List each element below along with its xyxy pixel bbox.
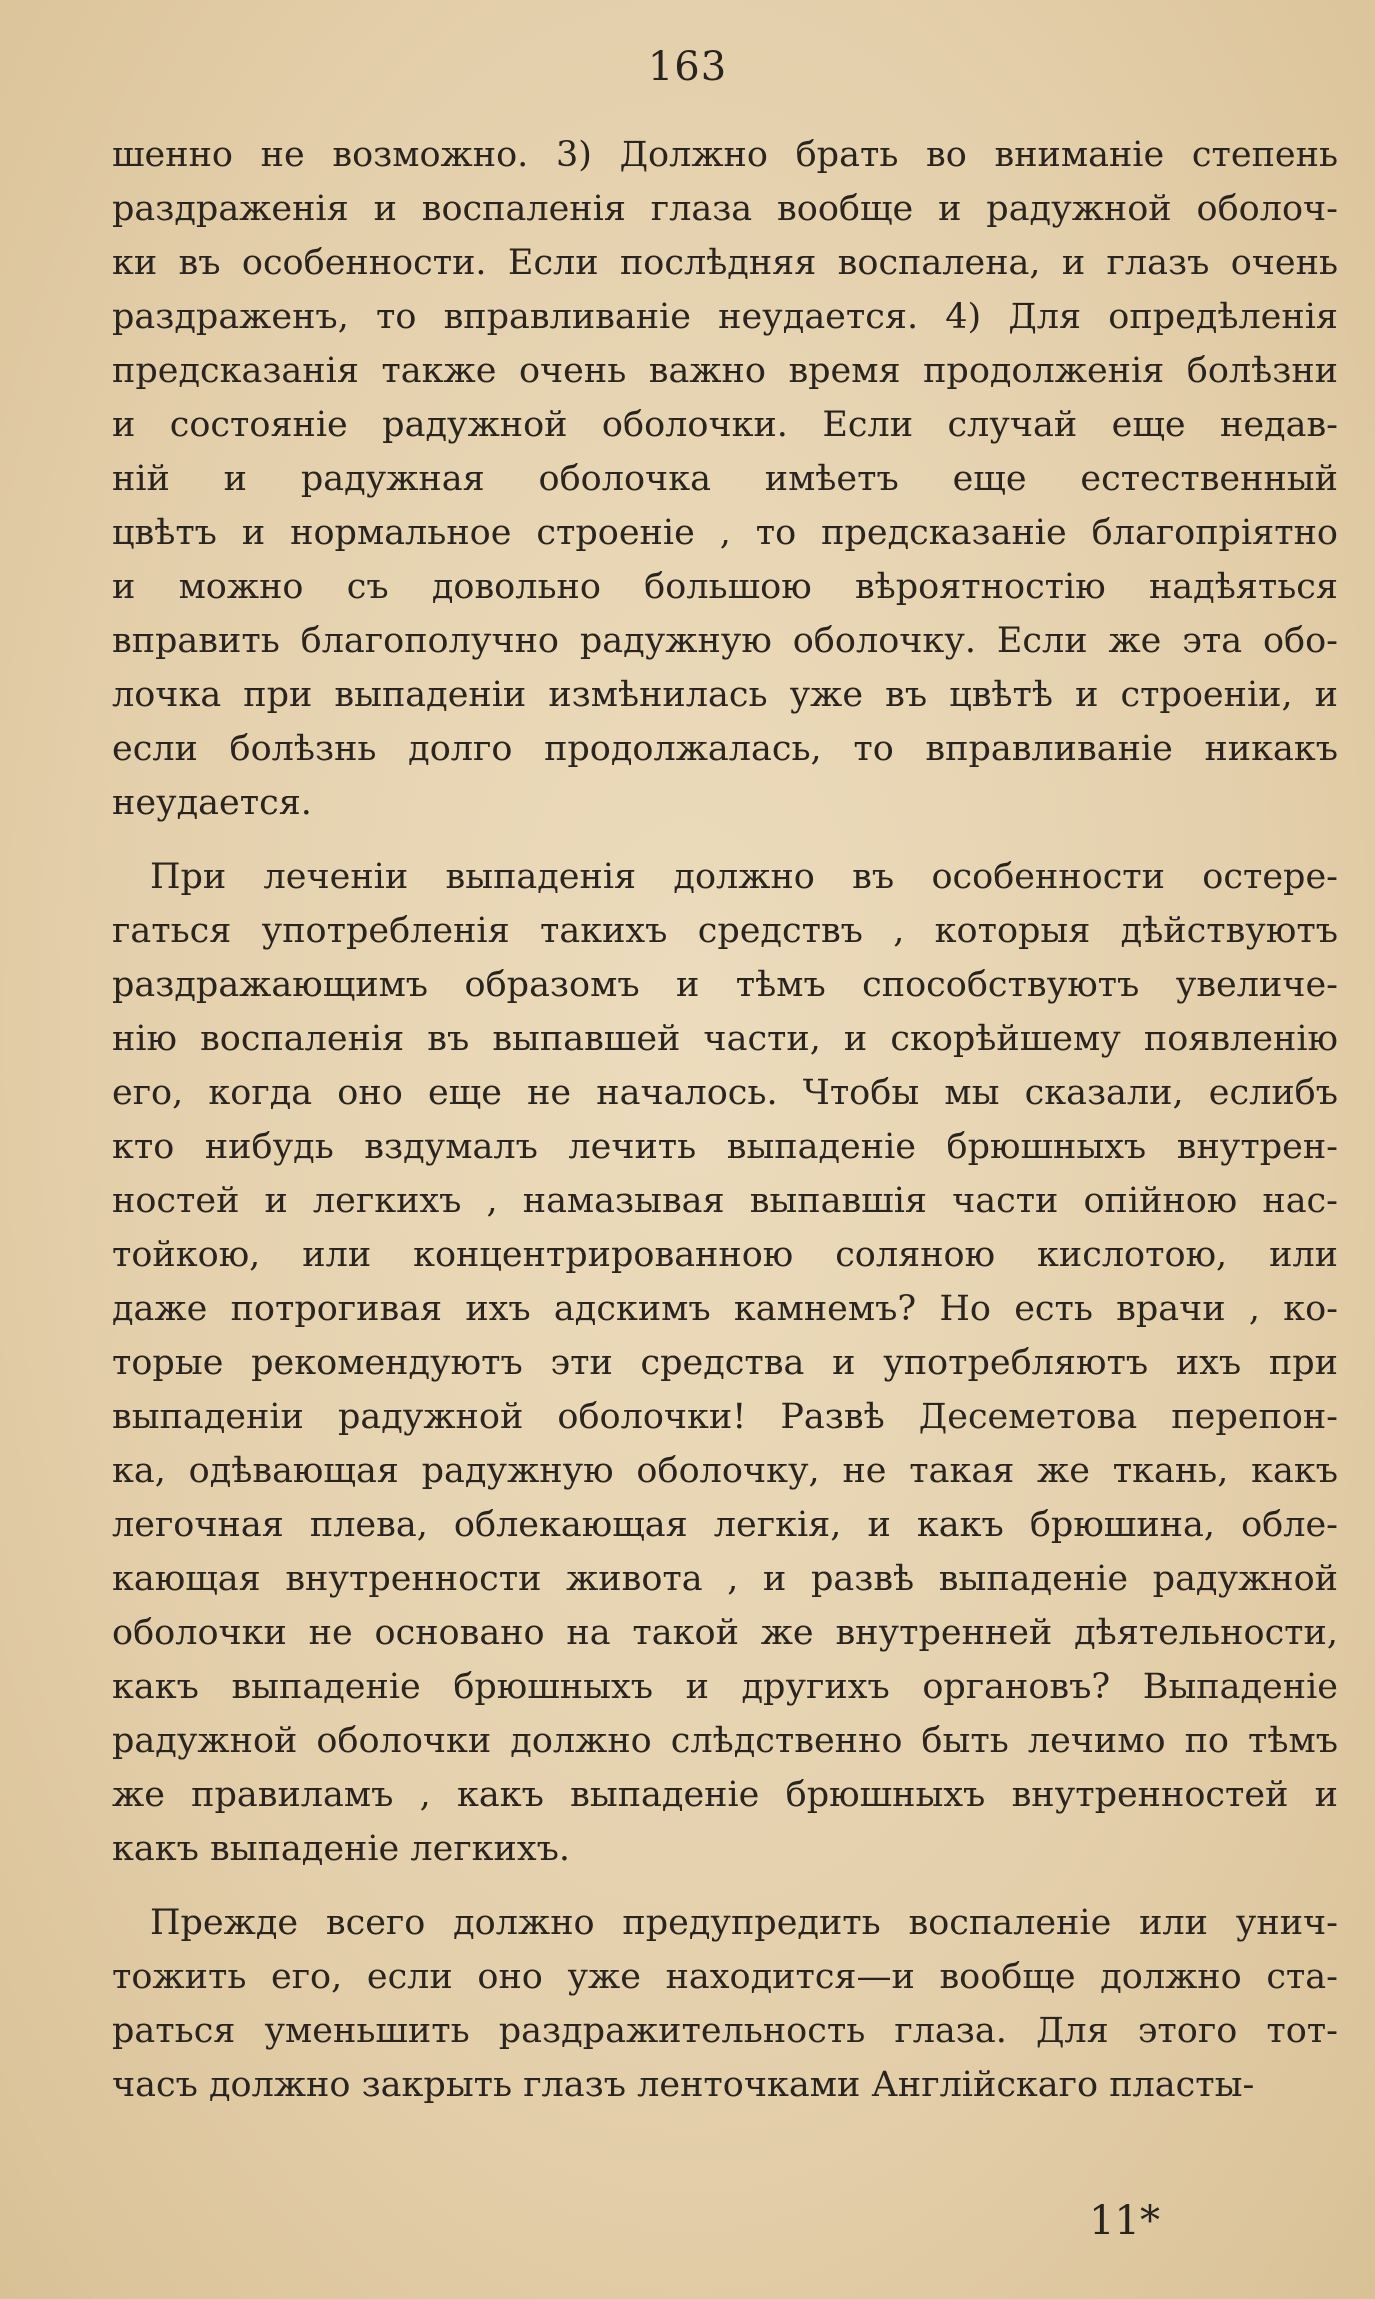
signature-mark: 11* [1089,2198,1160,2244]
text-line: его, когда оно еще не началось. Чтобы мы сказали, еслибъ [112,1073,1338,1113]
text-line: радужной оболочки должно слѣдственно быть лечимо по тѣмъ [112,1721,1338,1761]
text-line: кто нибудь вздумалъ лечить выпаденіе брюшныхъ внутрен- [112,1127,1338,1167]
text-line: раздраженія и воспаленія глаза вообще и радужной оболоч- [112,189,1338,229]
text-line: часъ должно закрыть глазъ ленточками Англійскаго пласты- [112,2065,1255,2105]
text-line: тойкою, или концентрированною соляною кислотою, или [112,1235,1338,1275]
text-line: же правиламъ , какъ выпаденіе брюшныхъ внутренностей и [112,1775,1338,1815]
text-line: лочка при выпаденіи измѣнилась уже въ цвѣтѣ и строеніи, и [112,675,1338,715]
text-line: даже потрогивая ихъ адскимъ камнемъ? Но есть врачи , ко- [112,1289,1338,1329]
paragraph [112,850,1374,1876]
text-line: ки въ особенности. Если послѣдняя воспалена, и глазъ очень [112,243,1338,283]
text-line: тожить его, если оно уже находится—и вообще должно ста- [112,1957,1338,1997]
text-line: неудается. [112,783,312,823]
paragraph-gap [112,1876,1374,1896]
text-line: легочная плева, облекающая легкія, и какъ брюшина, обле- [112,1505,1338,1545]
text-line: выпаденіи радужной оболочки! Развѣ Десеметова перепон- [112,1397,1338,1437]
text-line: шенно не возможно. 3) Должно брать во вниманіе степень [112,135,1338,175]
body-text [112,128,1374,2112]
text-line: какъ выпаденіе легкихъ. [112,1829,571,1869]
text-line: ка, одѣвающая радужную оболочку, не такая же ткань, какъ [112,1451,1338,1491]
paragraph [112,128,1374,830]
text-line: какъ выпаденіе брюшныхъ и другихъ органовъ? Выпаденіе [112,1667,1338,1707]
text-line: и можно съ довольно большою вѣроятностію надѣяться [112,567,1338,607]
text-line: ній и радужная оболочка имѣетъ еще естественный [112,459,1338,499]
page-number: 163 [647,44,728,90]
text-line: вправить благополучно радужную оболочку. Если же эта обо- [112,621,1338,661]
text-line: цвѣтъ и нормальное строеніе , то предсказаніе благопріятно [112,513,1338,553]
text-line: и состояніе радужной оболочки. Если случай еще недав- [112,405,1338,445]
text-line: кающая внутренности живота , и развѣ выпаденіе радужной [112,1559,1338,1599]
text-line: Прежде всего должно предупредить воспаленіе или унич- [150,1903,1338,1943]
paragraph [112,1896,1374,2112]
text-line: если болѣзнь долго продолжалась, то вправливаніе никакъ [112,729,1338,769]
text-line: торые рекомендуютъ эти средства и употребляютъ ихъ при [112,1343,1338,1383]
text-line: нію воспаленія въ выпавшей части, и скорѣйшему появленію [112,1019,1338,1059]
paragraph-gap [112,830,1374,850]
text-line: гаться употребленія такихъ средствъ , которыя дѣйствуютъ [112,911,1338,951]
text-line: ностей и легкихъ , намазывая выпавшія части опійною нас- [112,1181,1338,1221]
text-line: При леченіи выпаденія должно въ особенности остере- [150,857,1338,897]
text-line: предсказанія также очень важно время продолженія болѣзни [112,351,1338,391]
text-line: раздраженъ, то вправливаніе неудается. 4) Для опредѣленія [112,297,1338,337]
text-line: оболочки не основано на такой же внутренней дѣятельности, [112,1613,1338,1653]
text-line: раться уменьшить раздражительность глаза. Для этого тот- [112,2011,1338,2051]
text-line: раздражающимъ образомъ и тѣмъ способствуютъ увеличе- [112,965,1338,1005]
